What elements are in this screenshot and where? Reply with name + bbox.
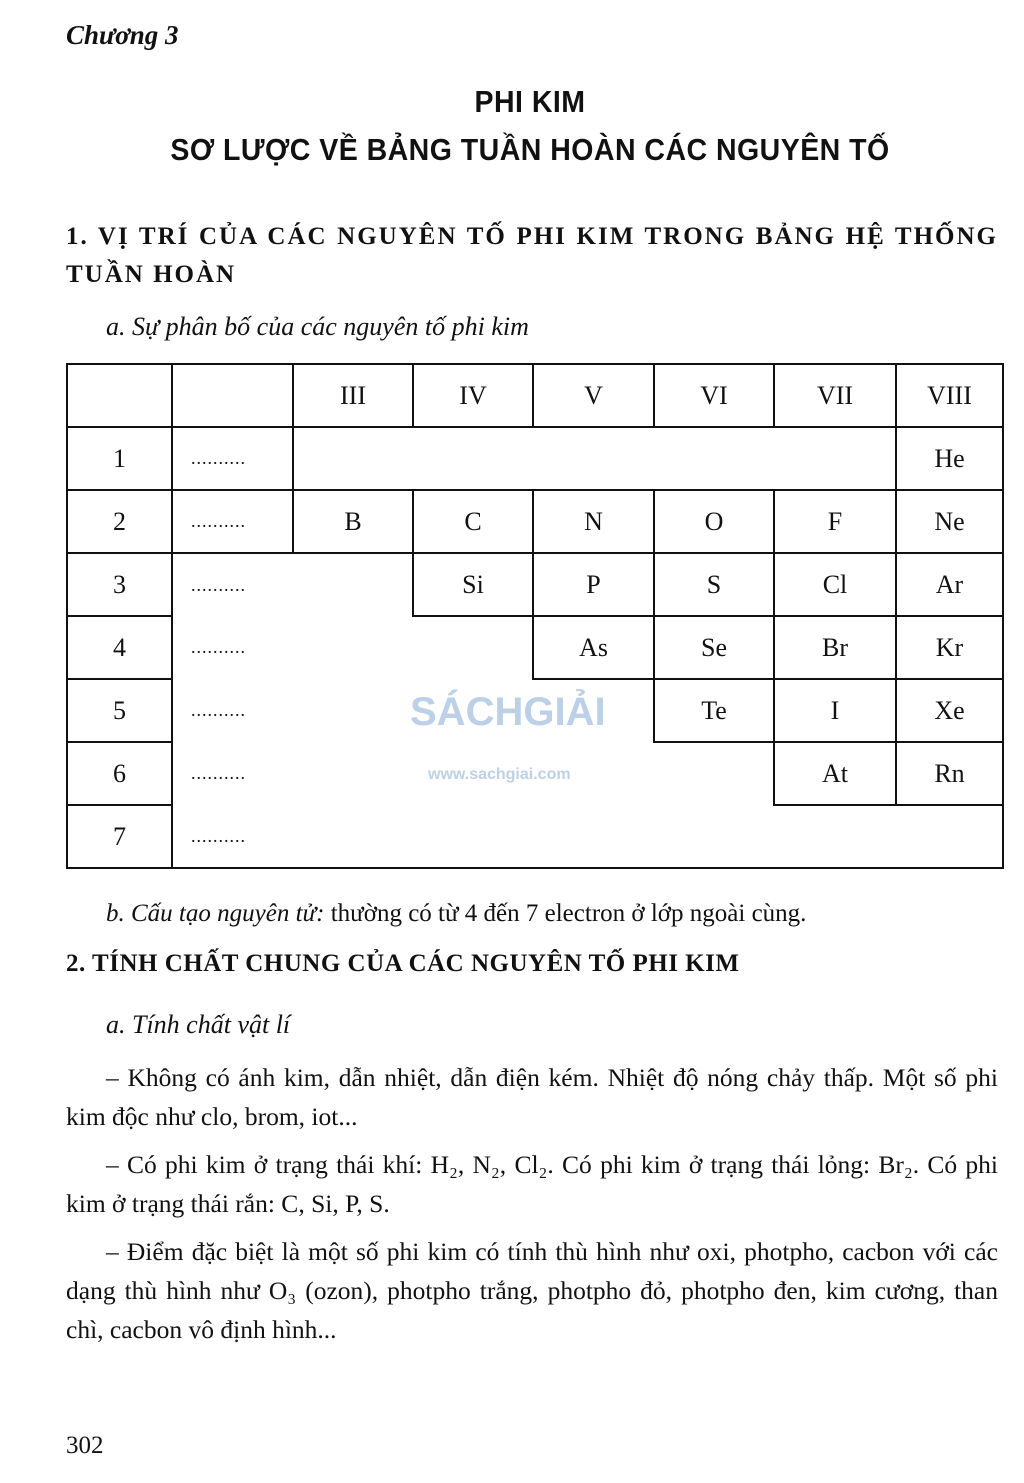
dots: ..........: [191, 574, 246, 595]
empty-cell: [293, 679, 413, 742]
section1-sub-b: [106, 900, 806, 928]
paragraph: – Có phi kim ở trạng thái khí: H₂, N₂, Cl₂. Có phi kim ở trạng thái lỏng: Br₂. Có phi kim ở trạng thái rắn: C, Si, P, S.: [66, 1150, 998, 1218]
dots: ..........: [172, 427, 293, 490]
section2-sub-a: a. Tính chất vật lí: [106, 1010, 291, 1039]
dots: ..........: [172, 490, 293, 553]
table-row: [67, 427, 1003, 490]
section1-heading: 1. VỊ TRÍ CỦA CÁC NGUYÊN TỐ PHI KIM TRONG BẢNG HỆ THỐNG TUẦN HOÀN: [66, 223, 998, 288]
group-header: VIII: [896, 364, 1003, 427]
watermark-url: www.sachgiai.com: [428, 766, 571, 783]
period-number: 2: [67, 490, 172, 553]
periodic-table: [66, 363, 1004, 869]
period-number: 3: [67, 553, 172, 616]
element-cell: C: [413, 490, 533, 553]
empty-cell: [654, 742, 774, 805]
element-cell: Te: [654, 679, 774, 742]
element-cell: Se: [654, 616, 774, 679]
table-header-row: [67, 364, 1003, 427]
element-cell: N: [533, 490, 654, 553]
period-number: 4: [67, 616, 172, 679]
page-number: 302: [66, 1432, 104, 1459]
element-cell: P: [533, 553, 654, 616]
watermark-logo: SÁCHGIẢI: [410, 690, 606, 734]
chapter-label: Chương 3: [66, 20, 179, 50]
header-empty-2: [172, 364, 293, 427]
table-row: [67, 553, 1003, 616]
page-title: PHI KIM: [474, 84, 586, 119]
period-number: 5: [67, 679, 172, 742]
period-number: 7: [67, 805, 172, 868]
element-cell: Ar: [896, 553, 1003, 616]
group-header: VI: [654, 364, 774, 427]
section1-sub-a: a. Sự phân bố của các nguyên tố phi kim: [106, 312, 529, 341]
element-cell: As: [533, 616, 654, 679]
group-header: V: [533, 364, 654, 427]
element-cell: Xe: [896, 679, 1003, 742]
period-number: 1: [67, 427, 172, 490]
group-header: IV: [413, 364, 533, 427]
empty-cell: [293, 427, 896, 490]
paragraph: – Điểm đặc biệt là một số phi kim có tính thù hình như oxi, photpho, cacbon với các dạng thù hình như O₃ (ozon), photpho trắng, photpho đỏ, photpho đen, kim cương, than chì, cacbon vô định hình...: [66, 1237, 998, 1344]
element-cell: S: [654, 553, 774, 616]
dots: ..........: [191, 637, 246, 657]
element-cell: Rn: [896, 742, 1003, 805]
paragraph: – Không có ánh kim, dẫn nhiệt, dẫn điện kém. Nhiệt độ nóng chảy thấp. Một số phi kim độc như clo, brom, iot...: [66, 1063, 998, 1131]
header-empty-1: [67, 364, 172, 427]
element-cell: Br: [774, 616, 896, 679]
empty-cell: [293, 742, 413, 805]
sub-b-label: b. Cấu tạo nguyên tử:: [106, 900, 325, 927]
empty-cell: [413, 616, 533, 679]
dots: ..........: [191, 763, 246, 783]
element-cell: B: [293, 490, 413, 553]
page-subtitle: SƠ LƯỢC VỀ BẢNG TUẦN HOÀN CÁC NGUYÊN TỐ: [170, 132, 890, 167]
element-cell: Ne: [896, 490, 1003, 553]
element-cell: At: [774, 742, 896, 805]
table-row: [67, 490, 1003, 553]
element-cell: F: [774, 490, 896, 553]
period-number: 6: [67, 742, 172, 805]
empty-cell: [293, 553, 413, 616]
element-cell: Kr: [896, 616, 1003, 679]
table-row: [67, 616, 1003, 679]
sub-b-text: thường có từ 4 đến 7 electron ở lớp ngoài cùng.: [324, 900, 807, 927]
section2-heading: 2. TÍNH CHẤT CHUNG CỦA CÁC NGUYÊN TỐ PHI KIM: [66, 950, 740, 977]
element-cell: I: [774, 679, 896, 742]
empty-cell: [293, 805, 1003, 868]
dots: ..........: [191, 700, 246, 720]
dots: ..........: [172, 805, 293, 868]
table-row: [67, 805, 1003, 868]
empty-cell: [293, 616, 413, 679]
element-cell: He: [896, 427, 1003, 490]
group-header: III: [293, 364, 413, 427]
element-cell: Cl: [774, 553, 896, 616]
group-header: VII: [774, 364, 896, 427]
element-cell: Si: [413, 553, 533, 616]
element-cell: O: [654, 490, 774, 553]
